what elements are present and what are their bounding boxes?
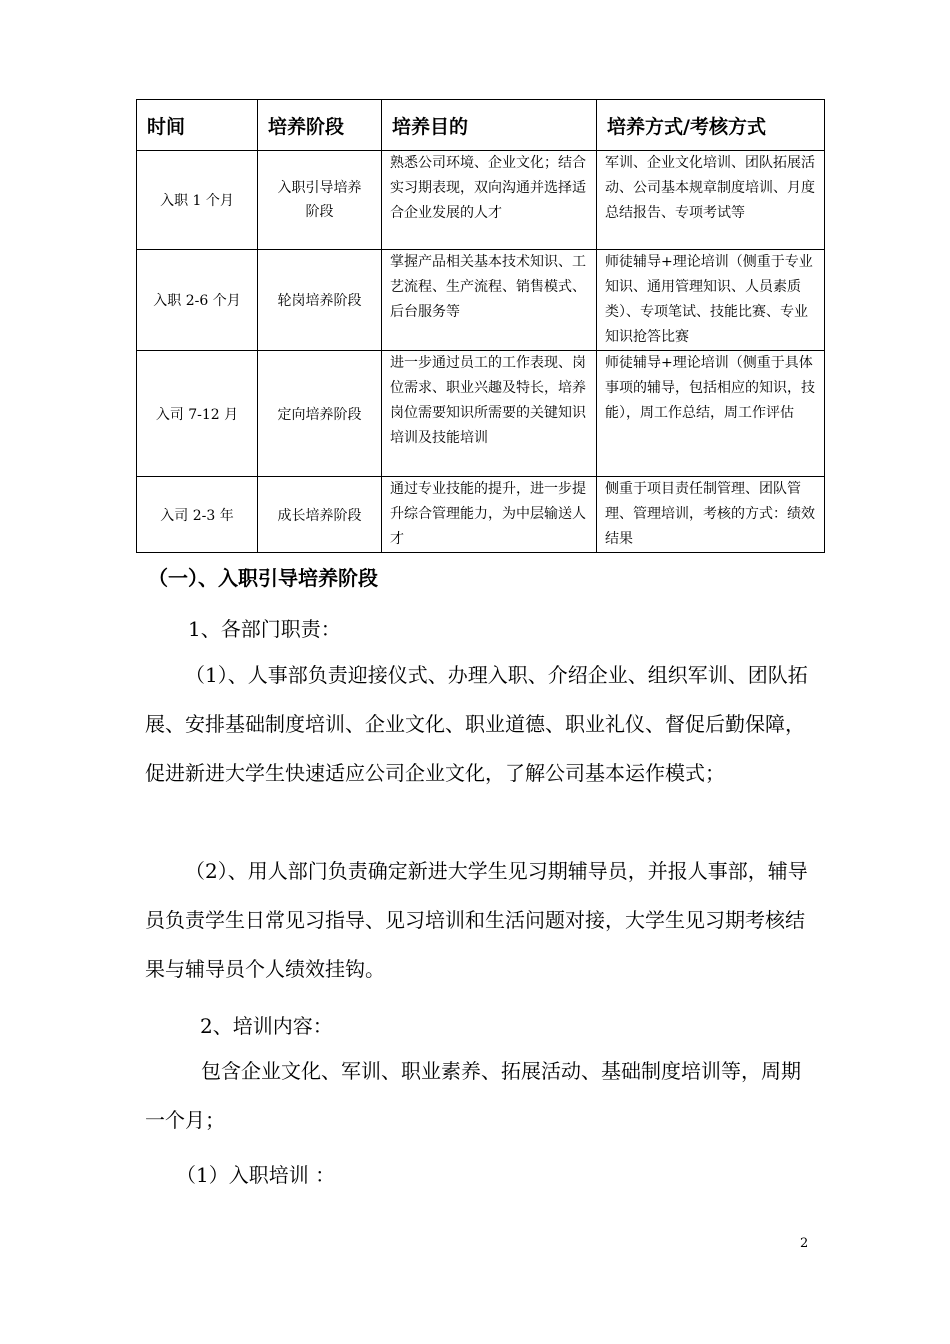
header-stage: 培养阶段 — [258, 100, 382, 151]
table-row — [137, 477, 825, 553]
cell-time: 入职 1 个月 — [137, 151, 258, 250]
table-row — [137, 351, 825, 477]
section-heading: （一）、入职引导培养阶段 — [148, 566, 378, 590]
cell-method: 师徒辅导+理论培训（侧重于专业知识、通用管理知识、人员素质类）、专项笔试、技能比赛、专业知识抢答比赛 — [597, 250, 825, 351]
cell-stage: 入职引导培养阶段 — [258, 151, 382, 250]
page-number: 2 — [800, 1236, 809, 1251]
header-time: 时间 — [137, 100, 258, 151]
cell-stage: 成长培养阶段 — [258, 477, 382, 553]
cell-time: 入司 2-3 年 — [137, 477, 258, 553]
cell-stage: 轮岗培养阶段 — [258, 250, 382, 351]
cell-stage: 定向培养阶段 — [258, 351, 382, 477]
header-purpose: 培养目的 — [382, 100, 597, 151]
cell-purpose: 通过专业技能的提升，进一步提升综合管理能力，为中层输送人才 — [382, 477, 597, 553]
table-row — [137, 250, 825, 351]
cell-time: 入司 7-12 月 — [137, 351, 258, 477]
item-title-department-duties: 1、各部门职责： — [188, 617, 341, 641]
training-plan-table — [136, 99, 825, 553]
cell-method: 侧重于项目责任制管理、团队管理、管理培训，考核的方式：绩效结果 — [597, 477, 825, 553]
cell-method: 师徒辅导+理论培训（侧重于具体事项的辅导，包括相应的知识，技能），周工作总结，周工作评估 — [597, 351, 825, 477]
cell-purpose: 进一步通过员工的工作表现、岗位需求、职业兴趣及特长，培养岗位需要知识所需要的关键知识培训及技能培训 — [382, 351, 597, 477]
cell-purpose: 掌握产品相关基本技术知识、工艺流程、生产流程、销售模式、后台服务等 — [382, 250, 597, 351]
cell-time: 入职 2-6 个月 — [137, 250, 258, 351]
item-title-onboarding-training: （1）入职培训 ： — [176, 1163, 336, 1187]
paragraph-department-duties: （2）、用人部门负责确定新进大学生见习期辅导员，并报人事部，辅导员负责学生日常见习指导、见习培训和生活问题对接，大学生见习期考核结果与辅导员个人绩效挂钩。 — [145, 859, 808, 981]
paragraph-training-content: 包含企业文化、军训、职业素养、拓展活动、基础制度培训等，周期一个月； — [145, 1059, 801, 1132]
table-row — [137, 151, 825, 250]
header-method: 培养方式/考核方式 — [597, 100, 825, 151]
item-title-training-content: 2、培训内容： — [200, 1014, 333, 1038]
paragraph-hr-duties: （1）、人事部负责迎接仪式、办理入职、介绍企业、组织军训、团队拓展、安排基础制度培训、企业文化、职业道德、职业礼仪、督促后勤保障，促进新进大学生快速适应公司企业文化，了解公司基本运作模式； — [145, 663, 808, 785]
cell-method: 军训、企业文化培训、团队拓展活动、公司基本规章制度培训、月度总结报告、专项考试等 — [597, 151, 825, 250]
table-header-row — [137, 100, 825, 151]
cell-purpose: 熟悉公司环境、企业文化；结合实习期表现，双向沟通并选择适合企业发展的人才 — [382, 151, 597, 250]
